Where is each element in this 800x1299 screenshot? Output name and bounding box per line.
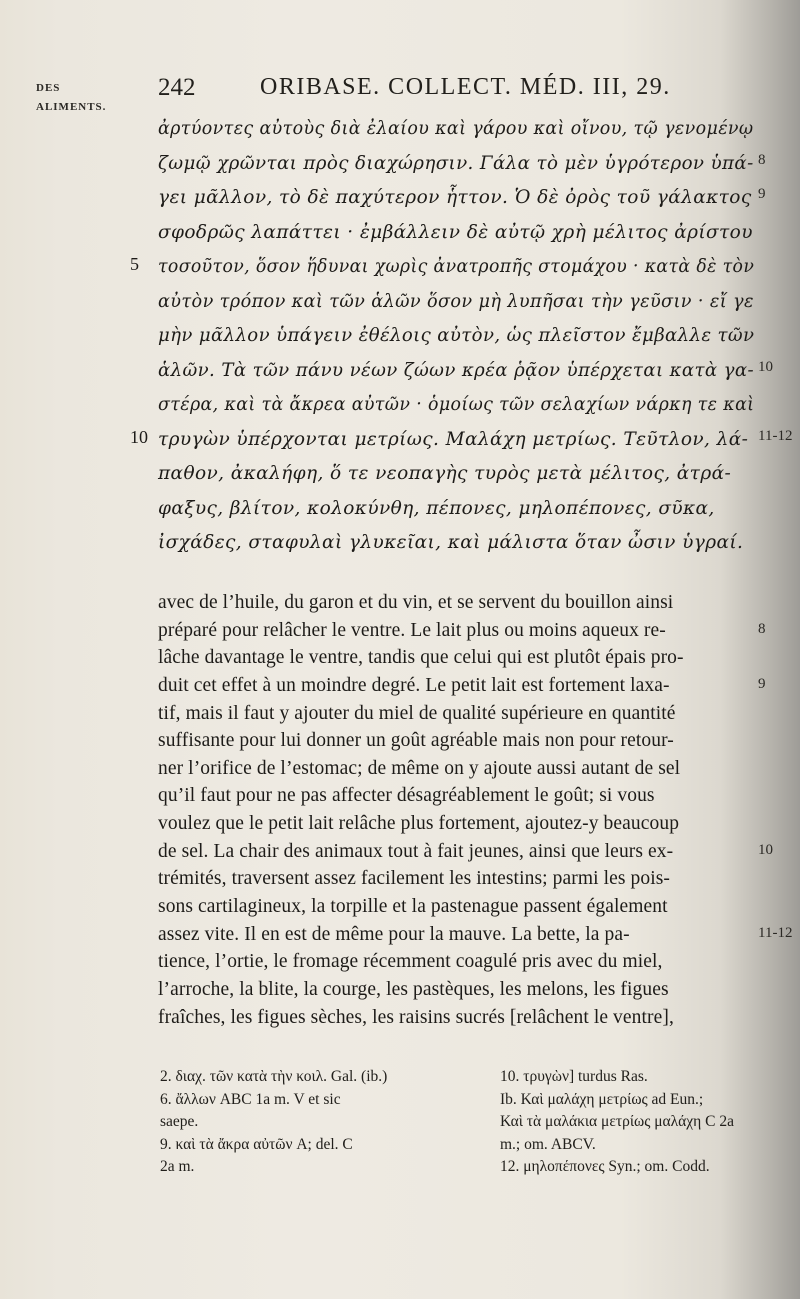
line-text: ζωμῷ χρῶνται πρὸς διαχώρησιν. Γάλα τὸ μὲν ὑγρότερον ὑπά- [158,152,754,174]
french-line [158,894,758,922]
greek-line [158,149,766,184]
greek-text-block [130,114,793,563]
margin-label-line: ALIMENTS. [36,101,107,113]
line-number: 5 [130,254,139,274]
line-text: suffisante pour lui donner un goût agréable mais non pour retour- [158,730,674,752]
footnote-line: 2. διαχ. τῶν κατὰ τὴν κοιλ. Gal. (ib.) [160,1068,388,1085]
footnotes-right-column [500,1066,762,1179]
footnote-line: Ib. Καὶ μαλάχη μετρίως ad Eun.; [500,1090,704,1108]
french-line [158,701,758,729]
french-line [158,728,758,756]
line-text: αὐτὸν τρόπον καὶ τῶν ἁλῶν ὅσον μὴ λυπῆσαι τὴν γεῦσιν · εἴ γε [158,290,754,312]
line-text: γει μᾶλλον, τὸ δὲ παχύτερον ἧττον. Ὁ δὲ ὀρὸς τοῦ γάλακτος [158,187,752,208]
french-line [158,590,758,618]
line-text: de sel. La chair des animaux tout à fait jeunes, ainsi que leurs ex- [158,840,674,862]
footnote-line: m.; om. ABCV. [500,1135,596,1153]
greek-line [158,218,758,253]
footnotes-left-column [160,1066,476,1179]
running-header [158,74,678,108]
greek-line [158,183,766,218]
line-text: τοσοῦτον, ὅσον ἥδυναι χωρὶς ἀνατροπῆς στομάχου · κατὰ δὲ τὸν [158,256,755,277]
line-text: σφοδρῶς λαπάττει · ἐμβάλλειν δὲ αὐτῷ χρὴ μέλιτος ἀρίστου [158,221,753,243]
line-text: qu’il faut pour ne pas affecter désagréablement le goût; si vous [158,785,655,807]
line-text: sons cartilagineux, la torpille et la pastenague passent également [158,896,668,918]
french-line [158,673,766,701]
line-text: assez vite. Il en est de même pour la mauve. La bette, la pa- [158,923,630,945]
footnote-line: 2a m. [160,1158,195,1175]
margin-reference-number: 10 [758,358,773,375]
french-line [158,977,758,1005]
line-text: ner l’orifice de l’estomac; de même on y ajoute aussi autant de sel [158,757,681,779]
line-text: παθον, ἀκαλήφη, ὅ τε νεοπαγὴς τυρὸς μετὰ μέλιτος, ἀτρά- [158,463,732,484]
greek-line [130,425,793,460]
french-line [158,922,793,950]
greek-line [158,528,758,563]
greek-line [158,287,758,322]
french-line [158,839,773,867]
line-text: fraîches, les figues sèches, les raisins sucrés [relâchent le ventre], [158,1006,674,1028]
line-text: ἀρτύοντες αὐτοὺς διὰ ἐλαίου καὶ γάρου καὶ οἴνου, τῷ γενομένῳ [158,118,754,139]
line-text: duit cet effet à un moindre degré. Le petit lait est fortement laxa- [158,674,670,696]
margin-reference-number: 9 [758,675,766,692]
line-text: trémités, traversent assez facilement les intestins; parmi les pois- [158,868,671,890]
footnote-line: 12. μηλοπέπονες Syn.; om. Codd. [500,1158,710,1175]
line-text: στέρα, καὶ τὰ ἄκρεα αὐτῶν · ὁμοίως τῶν σελαχίων νάρκη τε καὶ [158,394,755,415]
line-text: lâche davantage le ventre, tandis que celui qui est plutôt épais pro- [158,647,684,669]
line-text: préparé pour relâcher le ventre. Le lait plus ou moins aqueux re- [158,619,666,641]
running-title: ORIBASE. COLLECT. MÉD. III, 29. [260,74,671,100]
margin-reference-number: 9 [758,186,766,202]
line-text: l’arroche, la blite, la courge, les pastèques, les melons, les figues [158,978,669,1000]
line-text: ἁλῶν. Τὰ τῶν πάνυ νέων ζώων κρέα ῥᾷον ὑπέρχεται κατὰ γα- [158,359,755,381]
margin-section-label [36,79,136,117]
greek-line [130,252,758,287]
line-text: φαξυς, βλίτον, κολοκύνθη, πέπονες, μηλοπέπονες, σῦκα, [158,497,715,519]
line-text: avec de l’huile, du garon et du vin, et se servent du bouillon ainsi [158,592,674,613]
line-text: tience, l’ortie, le fromage récemment coagulé pris avec du miel, [158,951,663,973]
french-line [158,1005,758,1033]
french-line [158,756,758,784]
margin-reference-number: 8 [758,151,766,168]
margin-label-line: DES [36,82,61,94]
greek-line [158,356,773,391]
line-number: 10 [130,426,148,447]
page-number: 242 [158,74,196,101]
french-translation-block [158,590,793,1032]
footnote-line: 10. τρυγὼν] turdus Ras. [500,1068,648,1085]
line-text: μὴν μᾶλλον ὑπάγειν ἐθέλοις αὐτὸν, ὡς πλεῖστον ἔμβαλλε τῶν [158,325,755,346]
greek-line [158,459,758,494]
greek-line [158,321,758,356]
footnote-line: Καὶ τὰ μαλάκια μετρίως μαλάχη C 2a [500,1113,734,1130]
margin-reference-number: 11-12 [758,924,793,941]
french-line [158,783,758,811]
line-text: τρυγὼν ὑπέρχονται μετρίως. Μαλάχη μετρίως. Τεῦτλον, λά- [158,428,749,450]
line-text: tif, mais il faut y ajouter du miel de qualité supérieure en quantité [158,702,676,724]
footnote-line: saepe. [160,1113,199,1130]
line-text: ἰσχάδες, σταφυλαὶ γλυκεῖαι, καὶ μάλιστα ὅταν ὦσιν ὑγραί. [158,532,744,553]
margin-reference-number: 11-12 [758,427,793,444]
line-text: voulez que le petit lait relâche plus fortement, ajoutez-y beaucoup [158,813,680,835]
footnote-line: 9. καὶ τὰ ἄκρα αὐτῶν A; del. C [160,1135,353,1153]
french-line [158,949,758,977]
margin-reference-number: 8 [758,620,766,637]
greek-line [158,114,758,149]
french-line [158,645,758,673]
greek-line [158,494,758,529]
margin-reference-number: 10 [758,841,773,858]
footnote-line: 6. ἄλλων ABC 1a m. V et sic [160,1090,341,1108]
french-line [158,811,758,839]
french-line [158,866,758,894]
french-line [158,618,766,646]
greek-line [158,390,758,425]
